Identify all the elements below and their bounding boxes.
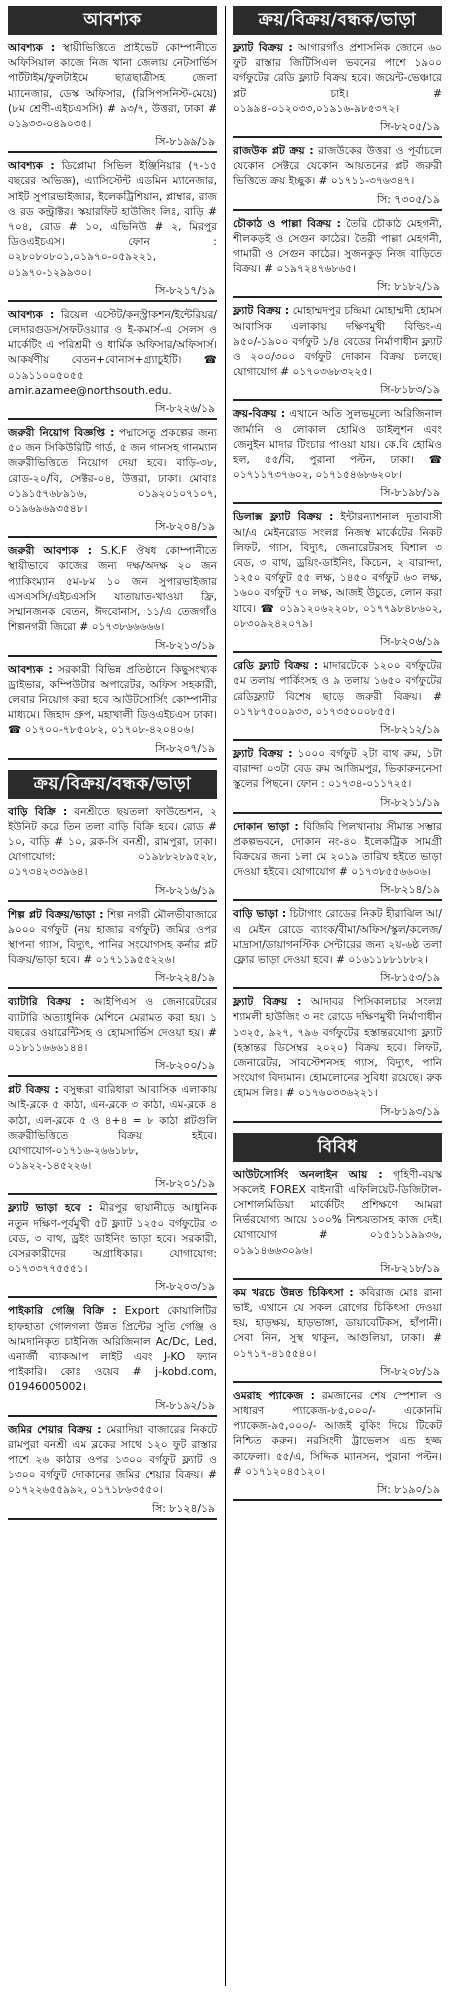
ad-heading: রাজউক প্লট ক্রয় :	[233, 145, 314, 158]
ad-code: সি: ৮১৯০/১৯	[377, 1483, 440, 1497]
classified-ad	[233, 35, 442, 138]
ad-body: রমজানের শেষ স্পেশাল ও সাধারণ প্যাকেজ-৮৫,০০০/- একোনমি প্যাকেজ-৯৫,০০০/- আজই বুকিং দিয়ে টিকেট নিশ্চিত করুন। নরসিংদী ট্রাভেলস এন্ড হজ্জ কাফেলা। ৫৫/এ, সিদ্দিক ম্যানসন, পুরানা পল্টন। # ০১৭১২০৪৫১২০।	[233, 1389, 442, 1478]
ad-code: সি-৮১৯৮/১৯	[380, 486, 440, 500]
classified-ad	[8, 1195, 217, 1298]
classified-ad	[8, 302, 217, 420]
ad-heading: পাইকারি গেঞ্জি বিক্রি :	[8, 1305, 117, 1318]
ad-body: রাজউকের উত্তরা ও পূর্বাচলে যেকোন সেক্টরে যেকোন আয়তনের প্লট জরুরী ভিত্তিতে ক্রয় ইচ্ছুক। # ০১৭১১-৩৭৬৩৪৭।	[233, 145, 443, 188]
ad-code: সি-৮২২৬/১৯	[155, 402, 215, 416]
ad-body: মোহাম্মদপুর চন্দ্রিমা মোহাম্মদী হোমস আবাসিক এলাকায় দক্ষিণমুখী বিল্ডিং-এ ৯৫০/-১৯০০ বর্গফুট ১/৪ বেডের নির্মাণাধীন ফ্ল্যাট ও ২০০/৩০০ বর্গফুট দোকান বিক্রয় চলছে। যোগাযোগ # ০১৭০৩৬৮৩২২৫।	[233, 305, 442, 379]
ad-code: সি-৮২২৪/১৯	[155, 971, 215, 985]
ad-text	[8, 1201, 217, 1277]
ad-code: সি-৮২০৭/১৯	[155, 741, 215, 755]
ad-body: আগারগাঁও প্রশাসনিক জোনে ৬০ ফুট রাস্তার জিটিসিএল ভবনের পাশে ১৯০০ বর্গফুটের রেডি ফ্ল্যাট বিক্রয় হবে। জয়েন্ট-ভেঞ্চারে প্লট চাই। # ০১৯৯৪-০১২০৩৩,০১৯১৬-৯৮৫৩৭২।	[233, 42, 442, 115]
ad-text	[8, 308, 217, 399]
ad-heading: আবশ্যক :	[8, 160, 55, 173]
classified-ad	[233, 1383, 442, 1501]
ad-body: গৃহিণী-বয়স্ক সকলেই FOREX বাইনারী এফিলিয়েট-ডিজিটাল-সোশালমিডিয়া মার্কেটিং প্রশিক্ষণে আমরা নির্ভরযোগ্য আয়ে ১০০% নিশ্চয়তাসহ কাজ দেই। যোগাযোগ # ০১৫১১১৯৯৩৬, ০১৯১৪৬৬৩০৯৬।	[233, 1168, 442, 1257]
classified-ad	[233, 138, 442, 211]
ad-text	[233, 907, 442, 968]
ad-code: সি-৮২১৩/১৯	[155, 638, 215, 652]
ad-code: সি-৮২০৪/১৯	[155, 520, 215, 534]
ad-code: সি-৮২০৮/১৯	[380, 1364, 440, 1378]
ad-heading: আবশ্যক :	[8, 42, 56, 54]
ad-body: Export কোয়ালিটির হাফহাতা গোলগলা উন্নত প্রিন্টের সুতি গেঞ্জি ও আমদানিকৃত চাইনিজ অরিজিনাল Ac/Dc, Led, এনার্জী ব্যাকআপ লাইট এবং J-KO ফ্যান পাইকারি। কোঃ ওয়েব # j-kobd.com, 01946005002।	[8, 1305, 217, 1394]
ad-heading: প্লট বিক্রয় :	[8, 1084, 59, 1097]
ad-text	[233, 217, 442, 278]
ad-text	[233, 995, 442, 1101]
ad-code: সি-৮২১১/১৯	[380, 795, 440, 809]
classified-ad	[8, 1417, 217, 1520]
ad-code: সি-৮২১৬/১৯	[155, 883, 215, 897]
column-divider	[225, 6, 226, 1986]
ad-heading: ফ্ল্যাট ভাড়া হবে :	[8, 1202, 93, 1215]
ad-text	[8, 1304, 217, 1395]
classified-ad	[8, 1077, 217, 1195]
ad-heading: কম খরচে উন্নত চিকিৎসা :	[233, 1286, 354, 1299]
ad-text	[8, 663, 217, 739]
ad-text	[8, 544, 217, 635]
section-gap	[233, 1123, 442, 1133]
ad-text	[233, 1389, 442, 1480]
ad-body: ১০০০ বর্গফুট ২টা বাথ রুম, ১টা বারান্দা ০৩টা বেড রুম আজিমপুর, ভিকারুননেসা স্কুলের পিছনে। ফোন : ০১৭৩৪-০১১৭২৫।	[233, 747, 443, 791]
section-buy-sell-rent-right	[233, 6, 442, 1123]
ad-body: শিল্প নগরী মৌলভীবাজারে ৯০০০ বর্গফুট (নয় হাজার বর্গফুট) জমির ওপর স্থাপনা গ্যাস, বিদ্যুৎ, পানির সংযোগসহ কর্নার প্লট বিক্রয়/ভাড়া হবে। # ০১৭১১৯৫৫২২৬।	[8, 908, 217, 967]
ad-body: ডিপ্লোমা সিভিল ইঞ্জিনিয়ার (৭-১৫ বছরের অভিজ্ঞ), এ্যাসিস্টেন্ট এডমিন ম্যানেজার, সাইট সুপারভাইজার, ইলেকট্রিশিয়ান, প্লাম্বার, রাজ ও রড কন্ট্রাক্টর। স্কয়ারফিট হাউজিং লিঃ, বাড়ি # ৭০৪, রোড # ১০, এভিনিউ # ২, মিরপুর ডিওএইচএস। ফোন : ০২৮০৮০৮০১,০১৯৭০-০৫৯২২১, ০১৯৭০-১২৯৯৩০।	[8, 160, 217, 279]
ad-text	[8, 1083, 217, 1174]
ad-text	[233, 41, 442, 117]
ad-text	[233, 747, 442, 793]
ad-code: সি: ৮১২৪/১৯	[152, 1501, 215, 1515]
ad-heading: ফ্ল্যাট বিক্রয় :	[233, 747, 293, 760]
ad-body: মেরাদিয়া বাজারের নিকটে রামপুরা বনশ্রী এম ব্লকের সাথে ১২০ ফুট রাস্তার পাশে ২৬ কাঠার ওপর ১৩০০ বর্গফুট ফ্ল্যাট ও ১৩০০ বর্গফুট দোকানের জমির শেয়ার বিক্রয়। # ০১৭২২৬৫৫৯৯২, ০১৭১৮৬৩৫৫০।	[8, 1423, 217, 1497]
ad-code: সি-৮২০১/১৯	[155, 1177, 215, 1191]
section-gap	[8, 760, 217, 770]
ad-code: সি-৮২০৫/১৯	[380, 120, 440, 134]
classified-ad	[8, 989, 217, 1077]
ad-body: তৈরি চৌকাঠ মেহগনী, শীলকড়ই ও সেগুন কাঠের। তৈরী পাল্লা মেহগনী, গামারী ও সেগুন কাঠের। সুজনকুড় নিজ বাড়িতে বিক্রয়। # ০১৯৭২৪৭৬৮৬৫।	[233, 217, 443, 276]
ad-code: সি: ৮১৮২/১৯	[377, 280, 440, 294]
ad-body: কবিরাজ মোঃ রানা ভাই, এখানে যে সকল রোগের চিকিৎসা দেওয়া হয়, হাড়ক্ষয়, হাড়ভাঙ্গা, ডায়াবেটিকস, হাঁপানী। সেবা নিন, সুস্থ থাকুন, আগুলিয়া, ঢাকা। # ০১৭১৭-৪১৫৫৪০।	[233, 1286, 442, 1360]
classified-ad	[8, 799, 217, 902]
classified-ad	[233, 298, 442, 401]
ad-body: স্থায়ীভিত্তিতে প্রাইভেট কোম্পানীতে অফিসিয়াল কাজে নিজ খানা জেলায় নেটসার্ভিস পার্টটাইম/ফুলটাইমে ছাত্রছাত্রীসহ জেলা ম্যানেজার, ডেস্ক অফিসার, (রিসিপসনিস্ট-মেয়ে) (৮ম শ্রেণী-এইচএসসি) # ৯৩/৭, উত্তরা, ঢাকা # ০১৯৩৩-০৪৯০৩৫।	[8, 42, 217, 131]
ad-text	[8, 41, 217, 132]
ad-body: বিজিবি পিলখানায় সীমান্ত সম্ভার প্রকল্পভবনে, দোকান নং-৪০ ইলেকট্রিক সামগ্রী বিক্রয়ের জন্য ১লা মে ২০১৯ তারিখ হইতে ভাড়া দেওয়া হইবে। যোগাযোগ # ০১৭৩৮৫৫৬৬০৬।	[233, 820, 442, 879]
ad-heading: জরুরী নিয়োগ বিজ্ঞপ্তি :	[8, 427, 115, 440]
ad-code: সি-৮২০০/১৯	[155, 1059, 215, 1073]
ad-text	[233, 407, 442, 483]
ad-text	[233, 144, 442, 190]
ad-code: সি-৮২১৭/১৯	[155, 283, 215, 297]
classified-ad	[8, 35, 217, 153]
ad-text	[8, 805, 217, 881]
ad-heading: শিল্প প্লট বিক্রয়/ভাড়া :	[8, 908, 104, 921]
ad-heading: রেডি ফ্ল্যাট বিক্রয় :	[233, 660, 319, 673]
ad-code: সি-৮১৫৩/১৯	[380, 971, 440, 985]
ad-heading: আবশ্যক :	[8, 308, 55, 321]
classified-ad	[233, 814, 442, 902]
ad-text	[233, 1286, 442, 1362]
section-title: আবশ্যক	[8, 6, 217, 35]
ad-body: আদাবর পিসিকালচার সংলগ্ন শ্যামলী হাউজিং ৩ নং রোডে দক্ষিণমুখী নির্মাণাধীন ১৩২৫, ৯২৭, ৭৯৬ বর্গফুটের হস্তান্তরযোগ্য ফ্ল্যাট (হস্তান্তর ডিসেম্বর ২০২০) বিক্রয় হবে। লিফট, জেনারেটর, সাবস্টেশনসহ গ্যাস, বিদ্যুৎ, পানি সংযোগ বিদ্যমান। হোমলোনের সুবিধা রয়েছে। রুক হোমস লিঃ। # ০১৭৬০৩৩৬২২১।	[233, 996, 443, 1100]
ad-code: সি-৮১৯৩/১৯	[380, 1104, 440, 1118]
ad-text	[233, 1168, 442, 1259]
ad-code: সি-৮১৮৩/১৯	[380, 383, 440, 397]
ad-body: বনশ্রীতে ছয়তলা ফাউন্ডেশন, ২ ইউনিট করে তিন তলা বাড়ি বিক্রি হবে। রোড # ১০, বাড়ি # ১০, ব্লক-সি বনশ্রী, রামপুরা, ঢাকা। যোগাযোগ: ০১৯৮৮২৮৯৫২৮, ০১৭৩৪২৩৩৯৬৪।	[8, 805, 217, 879]
ad-heading: আউটসোর্সিং অনলাইন আয় :	[233, 1168, 383, 1181]
ad-heading: ফ্ল্যাট বিক্রয় :	[233, 996, 302, 1009]
ad-heading: ব্যাটারি বিক্রয় :	[8, 996, 85, 1009]
ad-text	[8, 1423, 217, 1499]
classified-ad	[8, 902, 217, 990]
classified-ad	[8, 538, 217, 656]
classified-ad	[233, 989, 442, 1122]
ad-code: সি-৮২১২/১৯	[380, 722, 440, 736]
section-buy-sell-rent	[8, 770, 217, 1520]
ad-text	[233, 659, 442, 720]
ad-heading: বাড়ি বিক্রি :	[8, 805, 68, 818]
ad-text	[233, 304, 442, 380]
ad-body: ইন্টারন্যাশনাল দূতাবাসী আ/এ মেইনরোড সংলগ্ন নিজস্ব মার্কেটের নিকট লিফট, গ্যাস, বিদ্যুৎ, জেনারেটরসহ বিশাল ৩ বেড, ৩ বাথ, ড্রয়িং-ডাইনিং, কিচেন, ২ বারান্দা, ১২৫০ বর্গফুট ৫৫ লক্ষ, ১৪৫০ বর্গফুট ৬৩ লক্ষ, ১৬০০ বর্গফুট ৭০ লক্ষ, আজই উচুতে, লোন করা যাবে। ☎ ০১৯১২০৬২২০৮, ০১৭৭৯৮৪৮৬০২, ০৮৩০৯২৪২০৭৯।	[233, 511, 442, 630]
ad-text	[8, 908, 217, 969]
ad-body: বসুন্ধরা বারিধারা আবাসিক এলাকায় আই-ব্লকে ৫ কাঠা, এন-ব্লকে ৩ কাঠা, এম-ব্লকে ৪ কাঠা, এল-ব্লকে ৫ ও ৪+৪ = ৮ কাঠা প্লটগুলি জরুরীভিত্তিতে বিক্রয় হইবে। যোগাযোগ-০১৭১৬-২৬৬১৮৮, ০১৯২২-১৪৫২২৬।	[8, 1084, 217, 1173]
left-column	[8, 6, 217, 1520]
ad-body: এখানে অতি সুলভমূল্যে অরিজিনাল জার্মানি ও লোকাল হোমিও ডাইলুশন এবং জেনুইন মাদার টিংচার পাওয়া যায়। কে.বি হোমিও হল, ৫৫/বি, পুরানা পল্টন, ঢাকা। ☎ ০১৭১১৭৩৭৬০২, ০১৭১৫৪৬৮৬২০৮।	[233, 408, 442, 482]
classified-ad	[8, 1298, 217, 1416]
section-miscellaneous	[233, 1133, 442, 1501]
classified-ad	[233, 211, 442, 299]
classified-ad	[233, 741, 442, 814]
ad-code: সি: ৭৩০৫/১৯	[376, 192, 440, 206]
ad-heading: জমির শেয়ার বিক্রয় :	[8, 1423, 102, 1436]
ad-code: সি-৮১৯২/১৯	[155, 1398, 215, 1412]
ad-code: সি-৮২১৮/১৯	[380, 1261, 440, 1275]
ad-code: সি-৮২০৩/১৯	[155, 1280, 215, 1294]
ad-body: মাদারটেকে ১২০০ বর্গফুটের ৫ম তলায় পার্কিংসহ ও ৯ তলায় ১৬৫০ বর্গফুটের রেডিফ্ল্যাট বিশেষ ছাড়ে জরুরী বিক্রয়। # ০১৭৮৭৫০০৯৩৩, ০১৭৩৫০০০৮৫৫।	[233, 660, 443, 718]
ad-body: সরকারী বিভিন্ন প্রতিষ্ঠানে কিছুসংখ্যক ড্রাইভার, কম্পিউটার অপারেটর, অফিস সহকারী, লেবার নিয়োগ করা হবে আউটসোর্সিং কোম্পানীর মাধ্যমে। জিহাদ গ্রুপ, মহাখালী ডিওএইচএস ঢাকা। ☎ ০১৭০০-৭৮৫০৮২, ০১৭০৮-৪২০৪০৬।	[8, 663, 217, 737]
ad-body: পদ্মাসেতু প্রকল্পের জন্য ৫০ জন সিকিউরিটি গার্ড, ৫ জন গানসহ গানম্যান জরুরীভিত্তিতে নিয়োগ দেয়া হবে। বাড়ি-৩৮, রোড-২০/বি, সেক্টর-০৪, উত্তরা, ঢাকা। মোবাঃ ০১৯১৫৭৬৮৯১৬, ০১৯২০১০৭১০৭, ০১৯৬৯৬৯৩৫৪৮।	[8, 427, 217, 516]
section-title: ক্রয়/বিক্রয়/বন্ধক/ভাড়া	[8, 770, 217, 799]
ad-heading: চৌকাঠ ও পাল্লা বিক্রয় :	[233, 217, 341, 230]
ad-heading: ফ্ল্যাট বিক্রয় :	[233, 42, 293, 54]
classified-ad	[233, 1280, 442, 1383]
ad-heading: ওমরাহ প্যাকেজ :	[233, 1389, 315, 1402]
ad-heading: আবশ্যক :	[8, 663, 53, 676]
ad-body: মীরপুর ছায়ানীড়ে আধুনিক নতুন দক্ষিণ-পূর্বমুখী ৫ট ফ্ল্যাট ১২৫০ বর্গফুটের ৩ বেড, ৩ বাথ, ড্রইং ডাইনিং ভাড়া হবে। সরকারী, বেসরকারীদের অগ্রাধিকার। যোগাযোগ: ০১৭৩৩৭৭৫৫৫১।	[8, 1202, 218, 1276]
ad-code: সি-৮২১৪/১৯	[380, 883, 440, 897]
classified-ad	[8, 420, 217, 538]
ad-body: S.K.F ঔষধ কোম্পানীতে স্থায়ীভাবে কাজের জন্য দক্ষ/অদক্ষ ২০ জন প্যাকিংম্যান ৫ম-৮ম ১০ জন সুপারভাইজার এসএসসি/এইচএসসি যাতায়াত-খাওয়া ফ্রি, সম্মানজনক বেতন, ঈদবোনাস, ১১/এ তেজগাঁও শিল্পনগরী জিরো # ০১৭৩৮৬৬৬৬৬।	[8, 545, 217, 634]
ad-text	[8, 995, 217, 1056]
classified-ad	[233, 1162, 442, 1280]
section-title: ক্রয়/বিক্রয়/বন্ধক/ভাড়া	[233, 6, 442, 35]
ad-text	[8, 426, 217, 517]
ad-heading: দোকান ভাড়া :	[233, 820, 299, 833]
ad-text	[233, 820, 442, 881]
classified-ad	[233, 901, 442, 989]
ad-body: রিয়েল এস্টেট/কনস্ট্রাকশন/ইন্টেরিয়র/লেদারগুডস/সফটওয়্যার ও ই-কমার্স-এ সেলস ও মার্কেটিং এ পরিশ্রমী ও ধার্মিক অফিসার/অফিসার্স। আকর্ষণীয় বেতন+বোনাস+গ্র্যাচুইটি। ☎ ০১৯১১০০৫০৫৫ amir.azamee@northsouth.edu.	[8, 308, 218, 397]
section-wanted	[8, 6, 217, 760]
classified-ad	[233, 401, 442, 504]
section-title: বিবিধ	[233, 1133, 442, 1162]
ad-body: চিটাগাং রোডের নিকট হীরাঝিল আ/এ মেইন রোডে ব্যাংক/বীমা/অফিস/স্কুল/কলেজ/মাদ্রাসা/ডায়াগনস্টিক সেন্টারের জন্য ২য়-৬ষ্ঠ তলা ফ্লোর ভাড়া দেওয়া হবে। # ০১৬১১৮৮১৮৮২।	[233, 908, 442, 966]
right-column	[233, 6, 442, 1501]
ad-heading: জরুরী আবশ্যক :	[8, 545, 92, 558]
classified-ad	[233, 504, 442, 653]
ad-heading: ফ্ল্যাট বিক্রয় :	[233, 305, 290, 318]
ad-code: সি-৮২০৬/১৯	[380, 635, 440, 649]
ad-text	[8, 159, 217, 281]
ad-heading: ডিলাক্স ফ্ল্যাট বিক্রয় :	[233, 511, 334, 524]
ad-code: সি-৮১৯৯/১৯	[155, 135, 215, 149]
classified-ad	[8, 153, 217, 302]
classified-ad	[233, 653, 442, 741]
classified-ad	[8, 657, 217, 760]
ad-body: আইপিএস ও জেনারেটরের ব্যাটারি অত্যাধুনিক মেশিনে মেরামত করা হয়। ১ বছরের ওয়ারেন্টিসহ ও হোমসার্ভিস দেওয়া হয়। # ০১৮১১৬৬৬১৪৪।	[8, 996, 217, 1054]
ad-heading: ক্রয়-বিক্রয় :	[233, 408, 286, 421]
ad-heading: বাড়ি ভাড়া :	[233, 908, 287, 921]
ad-text	[233, 510, 442, 632]
